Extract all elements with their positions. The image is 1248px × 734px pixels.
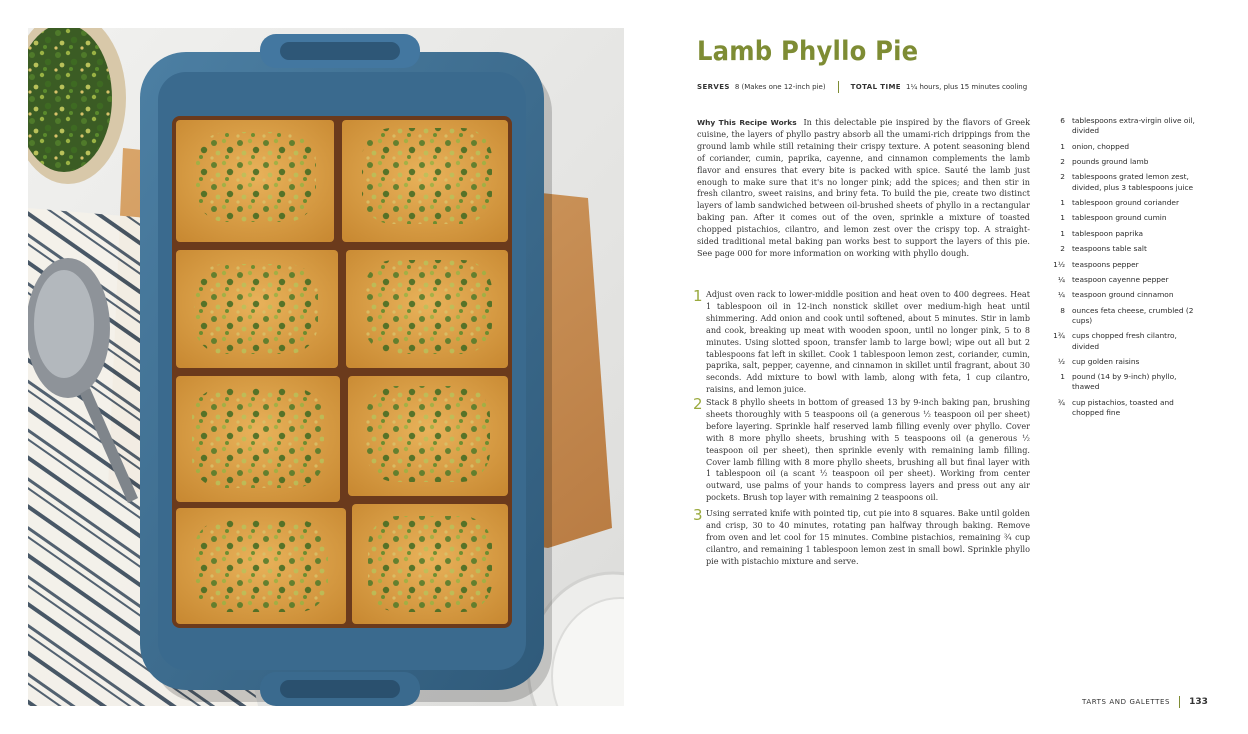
serves-label: SERVES <box>697 83 730 91</box>
ingredient-text: pound (14 by 9-inch) phyllo, thawed <box>1072 372 1177 392</box>
ingredient-item <box>1051 398 1201 418</box>
ingredient-qty: 1 <box>1060 372 1065 382</box>
ingredient-text: teaspoon ground cinnamon <box>1072 290 1174 300</box>
step-text: Stack 8 phyllo sheets in bottom of greased 13 by 9-inch baking pan, brushing sheets thoroughly with 5 teaspoons oil (a generous ½ teaspoon oil per sheet) before layering. Sprinkle half reserved lamb filling evenly over phyllo. Cover with 8 more phyllo sheets, brushing with 5 teaspoons oil (a generous ½ teaspoon oil per sheet), then sprinkle evenly with remaining lamb filling. Cover lamb filling with 8 more phyllo sheets, brushing all but final layer with 1 tablespoon oil (a scant ½ teaspoon oil per sheet). Working from center outward, use palms of your hands to compress layers and press out any air pockets. Brush top layer with remaining 2 teaspoons oil. <box>706 397 1030 503</box>
meta-divider <box>838 81 839 93</box>
ingredient-qty: 1¾ <box>1053 331 1065 341</box>
ingredient-list <box>1051 116 1201 423</box>
page-footer <box>1082 696 1208 708</box>
ingredient-qty: 1 <box>1060 213 1065 223</box>
ingredient-text: cup golden raisins <box>1072 356 1140 366</box>
ingredient-item <box>1051 213 1201 223</box>
ingredient-qty: ½ <box>1057 356 1065 366</box>
ingredient-item <box>1051 116 1201 136</box>
why-lead: Why This Recipe Works <box>697 118 797 127</box>
ingredient-qty: ¾ <box>1057 397 1065 407</box>
ingredient-item <box>1051 198 1201 208</box>
ingredient-text: cups chopped fresh cilantro, divided <box>1072 331 1177 351</box>
ingredient-text: teaspoon cayenne pepper <box>1072 274 1169 284</box>
ingredient-qty: 2 <box>1060 156 1065 166</box>
recipe-title: Lamb Phyllo Pie <box>697 36 919 67</box>
ingredient-item <box>1051 260 1201 270</box>
step-1 <box>693 289 1030 396</box>
total-time-label: TOTAL TIME <box>850 83 901 91</box>
ingredient-qty: ¼ <box>1057 290 1065 300</box>
ingredient-item <box>1051 142 1201 152</box>
ingredient-item <box>1051 172 1201 192</box>
why-text: In this delectable pie inspired by the flavors of Greek cuisine, the layers of phyllo pastry absorb all the umami-rich drippings from the ground lamb while still retaining their crispy texture. A potent seasoning blend of coriander, cumin, paprika, cayenne, and cinnamon complements the lamb flavor and ensures that every bite is packed with spice. Sauté the lamb just enough to make sure that it's no longer pink; add the spices; and then stir in fresh cilantro, sweet raisins, and briny feta. To build the pie, create two distinct layers of lamb sandwiched between oil-brushed sheets of phyllo in a rectangular baking pan. After it comes out of the oven, sprinkle a mixture of toasted chopped pistachios, cilantro, and lemon zest over the crispy top. A straight-sided traditional metal baking pan works best to support the layers of this pie. See page 000 for more information on working with phyllo dough. <box>697 117 1031 258</box>
recipe-photo <box>28 28 624 706</box>
ingredient-qty: 6 <box>1060 116 1065 125</box>
lamb-phyllo-pie-illustration <box>28 28 624 706</box>
step-text: Using serrated knife with pointed tip, cut pie into 8 squares. Bake until golden and crisp, 30 to 40 minutes, rotating pan halfway through baking. Remove from oven and let cool for 15 minutes. Combine pistachios, remaining ¾ cup cilantro, and remaining 1 tablespoon lemon zest in small bowl. Sprinkle phyllo pie with pistachio mixture and serve. <box>706 508 1030 566</box>
ingredient-item <box>1051 290 1201 300</box>
page-number: 133 <box>1189 697 1208 707</box>
ingredient-item <box>1051 157 1201 167</box>
ingredient-text: teaspoons table salt <box>1072 244 1147 254</box>
ingredient-qty: 1½ <box>1053 259 1065 269</box>
step-text: Adjust oven rack to lower-middle position and heat oven to 400 degrees. Heat 1 tablespoon oil in 12-inch nonstick skillet over medium-high heat until shimmering. Add onion and cook until softened, about 5 minutes. Stir in lamb and cook, breaking up meat with wooden spoon, until no longer pink, 5 to 8 minutes. Using slotted spoon, transfer lamb to large bowl; wipe out all but 2 tablespoons fat left in skillet. Cook 1 tablespoon lemon zest, coriander, cumin, paprika, salt, pepper, cayenne, and cinnamon in skillet until fragrant, about 30 seconds. Add mixture to bowl with lamb, along with feta, 1 cup cilantro, raisins, and lemon juice. <box>706 289 1030 395</box>
step-number: 1 <box>693 287 703 305</box>
ingredient-text: tablespoon paprika <box>1072 228 1144 238</box>
ingredient-item <box>1051 275 1201 285</box>
serves-value: 8 (Makes one 12-inch pie) <box>734 83 826 91</box>
step-2 <box>693 397 1030 504</box>
ingredient-text: teaspoons pepper <box>1072 259 1139 269</box>
ingredient-item <box>1051 244 1201 254</box>
recipe-meta <box>697 81 1217 93</box>
ingredient-text: cup pistachios, toasted and chopped fine <box>1072 397 1174 418</box>
ingredient-qty: 8 <box>1060 305 1065 315</box>
ingredient-qty: 2 <box>1060 172 1065 182</box>
ingredient-qty: ¼ <box>1057 274 1065 284</box>
ingredient-text: pounds ground lamb <box>1072 156 1149 166</box>
ingredient-text: tablespoon ground cumin <box>1072 213 1167 223</box>
section-name: TARTS AND GALETTES <box>1082 698 1171 706</box>
ingredient-text: tablespoons extra-virgin olive oil, divided <box>1072 116 1195 136</box>
ingredient-qty: 1 <box>1060 141 1065 151</box>
total-time-value: 1¼ hours, plus 15 minutes cooling <box>906 83 1028 91</box>
step-number: 3 <box>693 506 703 524</box>
footer-divider <box>1179 696 1180 708</box>
step-3 <box>693 508 1030 568</box>
ingredient-item <box>1051 306 1201 326</box>
ingredient-qty: 1 <box>1060 228 1065 238</box>
step-number: 2 <box>693 395 703 413</box>
ingredient-text: ounces feta cheese, crumbled (2 cups) <box>1072 305 1194 325</box>
ingredient-item <box>1051 331 1201 351</box>
ingredient-text: onion, chopped <box>1072 141 1130 151</box>
ingredient-text: tablespoons grated lemon zest, divided, plus 3 tablespoons juice <box>1072 172 1194 192</box>
ingredient-text: tablespoon ground coriander <box>1072 197 1180 207</box>
ingredient-qty: 1 <box>1060 197 1065 207</box>
why-this-recipe-works <box>697 117 1030 260</box>
ingredient-item <box>1051 229 1201 239</box>
ingredient-qty: 2 <box>1060 244 1065 254</box>
ingredient-item <box>1051 357 1201 367</box>
ingredient-item <box>1051 372 1201 392</box>
